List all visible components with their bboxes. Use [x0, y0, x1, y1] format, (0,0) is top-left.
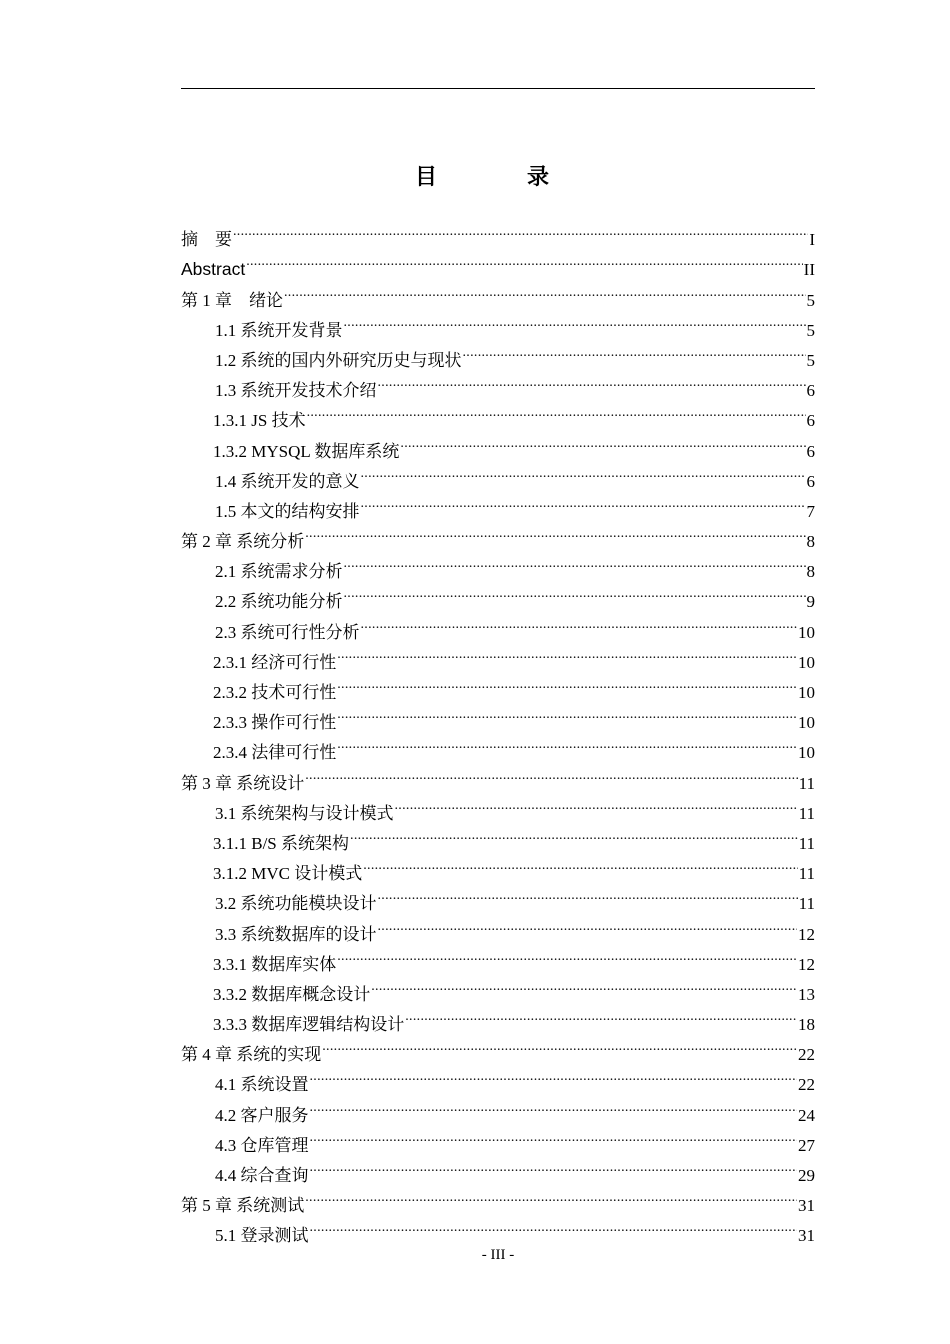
toc-entry-label: 第 4 章 系统的实现 [181, 1045, 322, 1065]
toc-entry-label: 1.1 系统开发背景 [215, 320, 343, 340]
toc-entry-label: 4.3 仓库管理 [215, 1135, 309, 1155]
toc-entry-page: 9 [806, 592, 815, 612]
toc-entry-label: 1.5 本文的结构安排 [215, 501, 360, 521]
toc-entry-label: 4.1 系统设置 [215, 1075, 309, 1095]
toc-entry-label: 2.3.3 操作可行性 [213, 713, 337, 733]
toc-entry-label: 2.2 系统功能分析 [215, 592, 343, 612]
toc-entry-page: 10 [798, 622, 815, 642]
toc-entry-page: 6 [806, 471, 815, 491]
toc-entry-page: 27 [798, 1135, 815, 1155]
header-rule [181, 88, 815, 89]
toc-entry-page: 11 [798, 773, 815, 793]
toc-entry-label: 3.1 系统架构与设计模式 [215, 803, 394, 823]
toc-entry-label: 1.3 系统开发技术介绍 [215, 381, 377, 401]
toc-entry-label: 3.3 系统数据库的设计 [215, 924, 377, 944]
toc-entry-label: 2.3.1 经济可行性 [213, 652, 337, 672]
toc-entry-page: 12 [798, 924, 815, 944]
toc-entry-page: 8 [806, 562, 815, 582]
toc-entry-page: 5 [806, 350, 815, 370]
toc-entry-label: 3.3.1 数据库实体 [213, 954, 337, 974]
toc-entry-page: 11 [798, 894, 815, 914]
toc-dot-leader [310, 1090, 798, 1120]
toc-dot-leader [337, 698, 797, 728]
toc-dot-leader [310, 1211, 798, 1241]
toc-entry[interactable] [181, 215, 815, 250]
toc-dot-leader [284, 275, 806, 305]
toc-dot-leader [361, 487, 806, 517]
toc-entry-label: 3.2 系统功能模块设计 [215, 894, 377, 914]
toc-entry-label: 摘 要 [181, 230, 232, 250]
toc-dot-leader [361, 607, 798, 637]
toc-entry-page: 10 [798, 713, 815, 733]
toc-entry-label: 2.3.2 技术可行性 [213, 683, 337, 702]
toc-dot-leader [337, 728, 797, 758]
toc-dot-leader [371, 970, 797, 1000]
toc-entry-page: 6 [806, 381, 815, 401]
toc-entry-label: 第 1 章 绪论 [181, 290, 283, 310]
toc-entry-label: 4.2 客户服务 [215, 1105, 309, 1125]
toc-entry-label: 4.4 综合查询 [215, 1166, 309, 1185]
toc-dot-leader [463, 336, 806, 366]
toc-dot-leader [344, 577, 806, 607]
toc-entry-page: 5 [806, 290, 815, 310]
toc-entry-page: II [803, 260, 815, 280]
toc-entry-page: 18 [798, 1015, 815, 1035]
toc-entry-label: 第 5 章 系统测试 [181, 1196, 305, 1216]
toc-entry-page: 13 [798, 984, 815, 1004]
toc-entry-label: 2.3.4 法律可行性 [213, 743, 337, 763]
toc-dot-leader [337, 638, 797, 668]
toc-entry-page: 6 [806, 441, 815, 461]
toc-entry-page: I [809, 230, 815, 250]
toc-entry-label: Abstract [181, 259, 246, 280]
toc-entry-label: 5.1 登录测试 [215, 1226, 309, 1246]
toc-entry-label: 3.1.1 B/S 系统架构 [213, 833, 350, 853]
toc-entry-label: 第 3 章 系统设计 [181, 773, 305, 793]
toc-dot-leader [233, 215, 808, 245]
toc-entry-page: 7 [806, 501, 815, 521]
toc-dot-leader [322, 1030, 797, 1060]
toc-entry-label: 3.3.2 数据库概念设计 [213, 984, 371, 1004]
toc-entry-label: 2.1 系统需求分析 [215, 562, 343, 582]
toc-entry-label: 1.2 系统的国内外研究历史与现状 [215, 350, 462, 370]
toc-dot-leader [361, 457, 806, 487]
toc-entry-page: 22 [798, 1045, 815, 1065]
toc-entry-page: 11 [798, 803, 815, 823]
table-of-contents [181, 215, 815, 1246]
toc-entry-page: 31 [798, 1226, 815, 1246]
toc-dot-leader [344, 547, 806, 577]
toc-entry-page: 10 [798, 652, 815, 672]
toc-dot-leader [307, 396, 806, 426]
toc-entry-label: 1.3.2 MYSQL 数据库系统 [213, 441, 400, 461]
toc-dot-leader [337, 668, 797, 698]
toc-dot-leader [378, 909, 798, 939]
toc-entry-page: 11 [798, 833, 815, 853]
toc-entry-label: 第 2 章 系统分析 [181, 532, 305, 552]
toc-dot-leader [310, 1060, 798, 1090]
toc-dot-leader [378, 366, 806, 396]
toc-entry-label: 3.1.2 MVC 设计模式 [213, 864, 363, 884]
toc-dot-leader [305, 758, 797, 788]
toc-dot-leader [310, 1121, 798, 1151]
toc-dot-leader [405, 1000, 797, 1030]
toc-dot-leader [344, 306, 806, 336]
toc-entry-page: 24 [798, 1105, 815, 1125]
toc-entry-page: 8 [806, 532, 815, 552]
toc-entry-label: 2.3 系统可行性分析 [215, 622, 360, 642]
toc-dot-leader [246, 245, 802, 275]
page-number-footer: - III - [481, 1247, 515, 1263]
page-title: 目 录 [414, 165, 583, 190]
toc-entry-page: 31 [798, 1196, 815, 1216]
toc-entry-page: 5 [806, 320, 815, 340]
toc-entry-page: 22 [798, 1075, 815, 1095]
toc-entry-label: 3.3.3 数据库逻辑结构设计 [213, 1015, 405, 1035]
toc-entry-page: 10 [798, 743, 815, 763]
toc-dot-leader [350, 819, 798, 849]
toc-entry-page: 12 [798, 954, 815, 974]
toc-dot-leader [305, 517, 805, 547]
toc-dot-leader [337, 940, 797, 970]
toc-entry-page: 6 [806, 411, 815, 431]
toc-dot-leader [310, 1151, 798, 1181]
toc-dot-leader [400, 426, 805, 456]
toc-entry-page: 29 [798, 1166, 815, 1185]
toc-entry-label: 1.3.1 JS 技术 [213, 411, 306, 431]
toc-entry[interactable] [181, 275, 815, 310]
toc-entry-label: 1.4 系统开发的意义 [215, 471, 360, 491]
toc-dot-leader [378, 879, 798, 909]
toc-entry-page: 11 [798, 864, 815, 884]
toc-dot-leader [363, 849, 797, 879]
toc-dot-leader [395, 789, 798, 819]
toc-entry[interactable] [181, 245, 815, 280]
toc-dot-leader [305, 1181, 797, 1211]
toc-entry-page: 10 [798, 683, 815, 702]
